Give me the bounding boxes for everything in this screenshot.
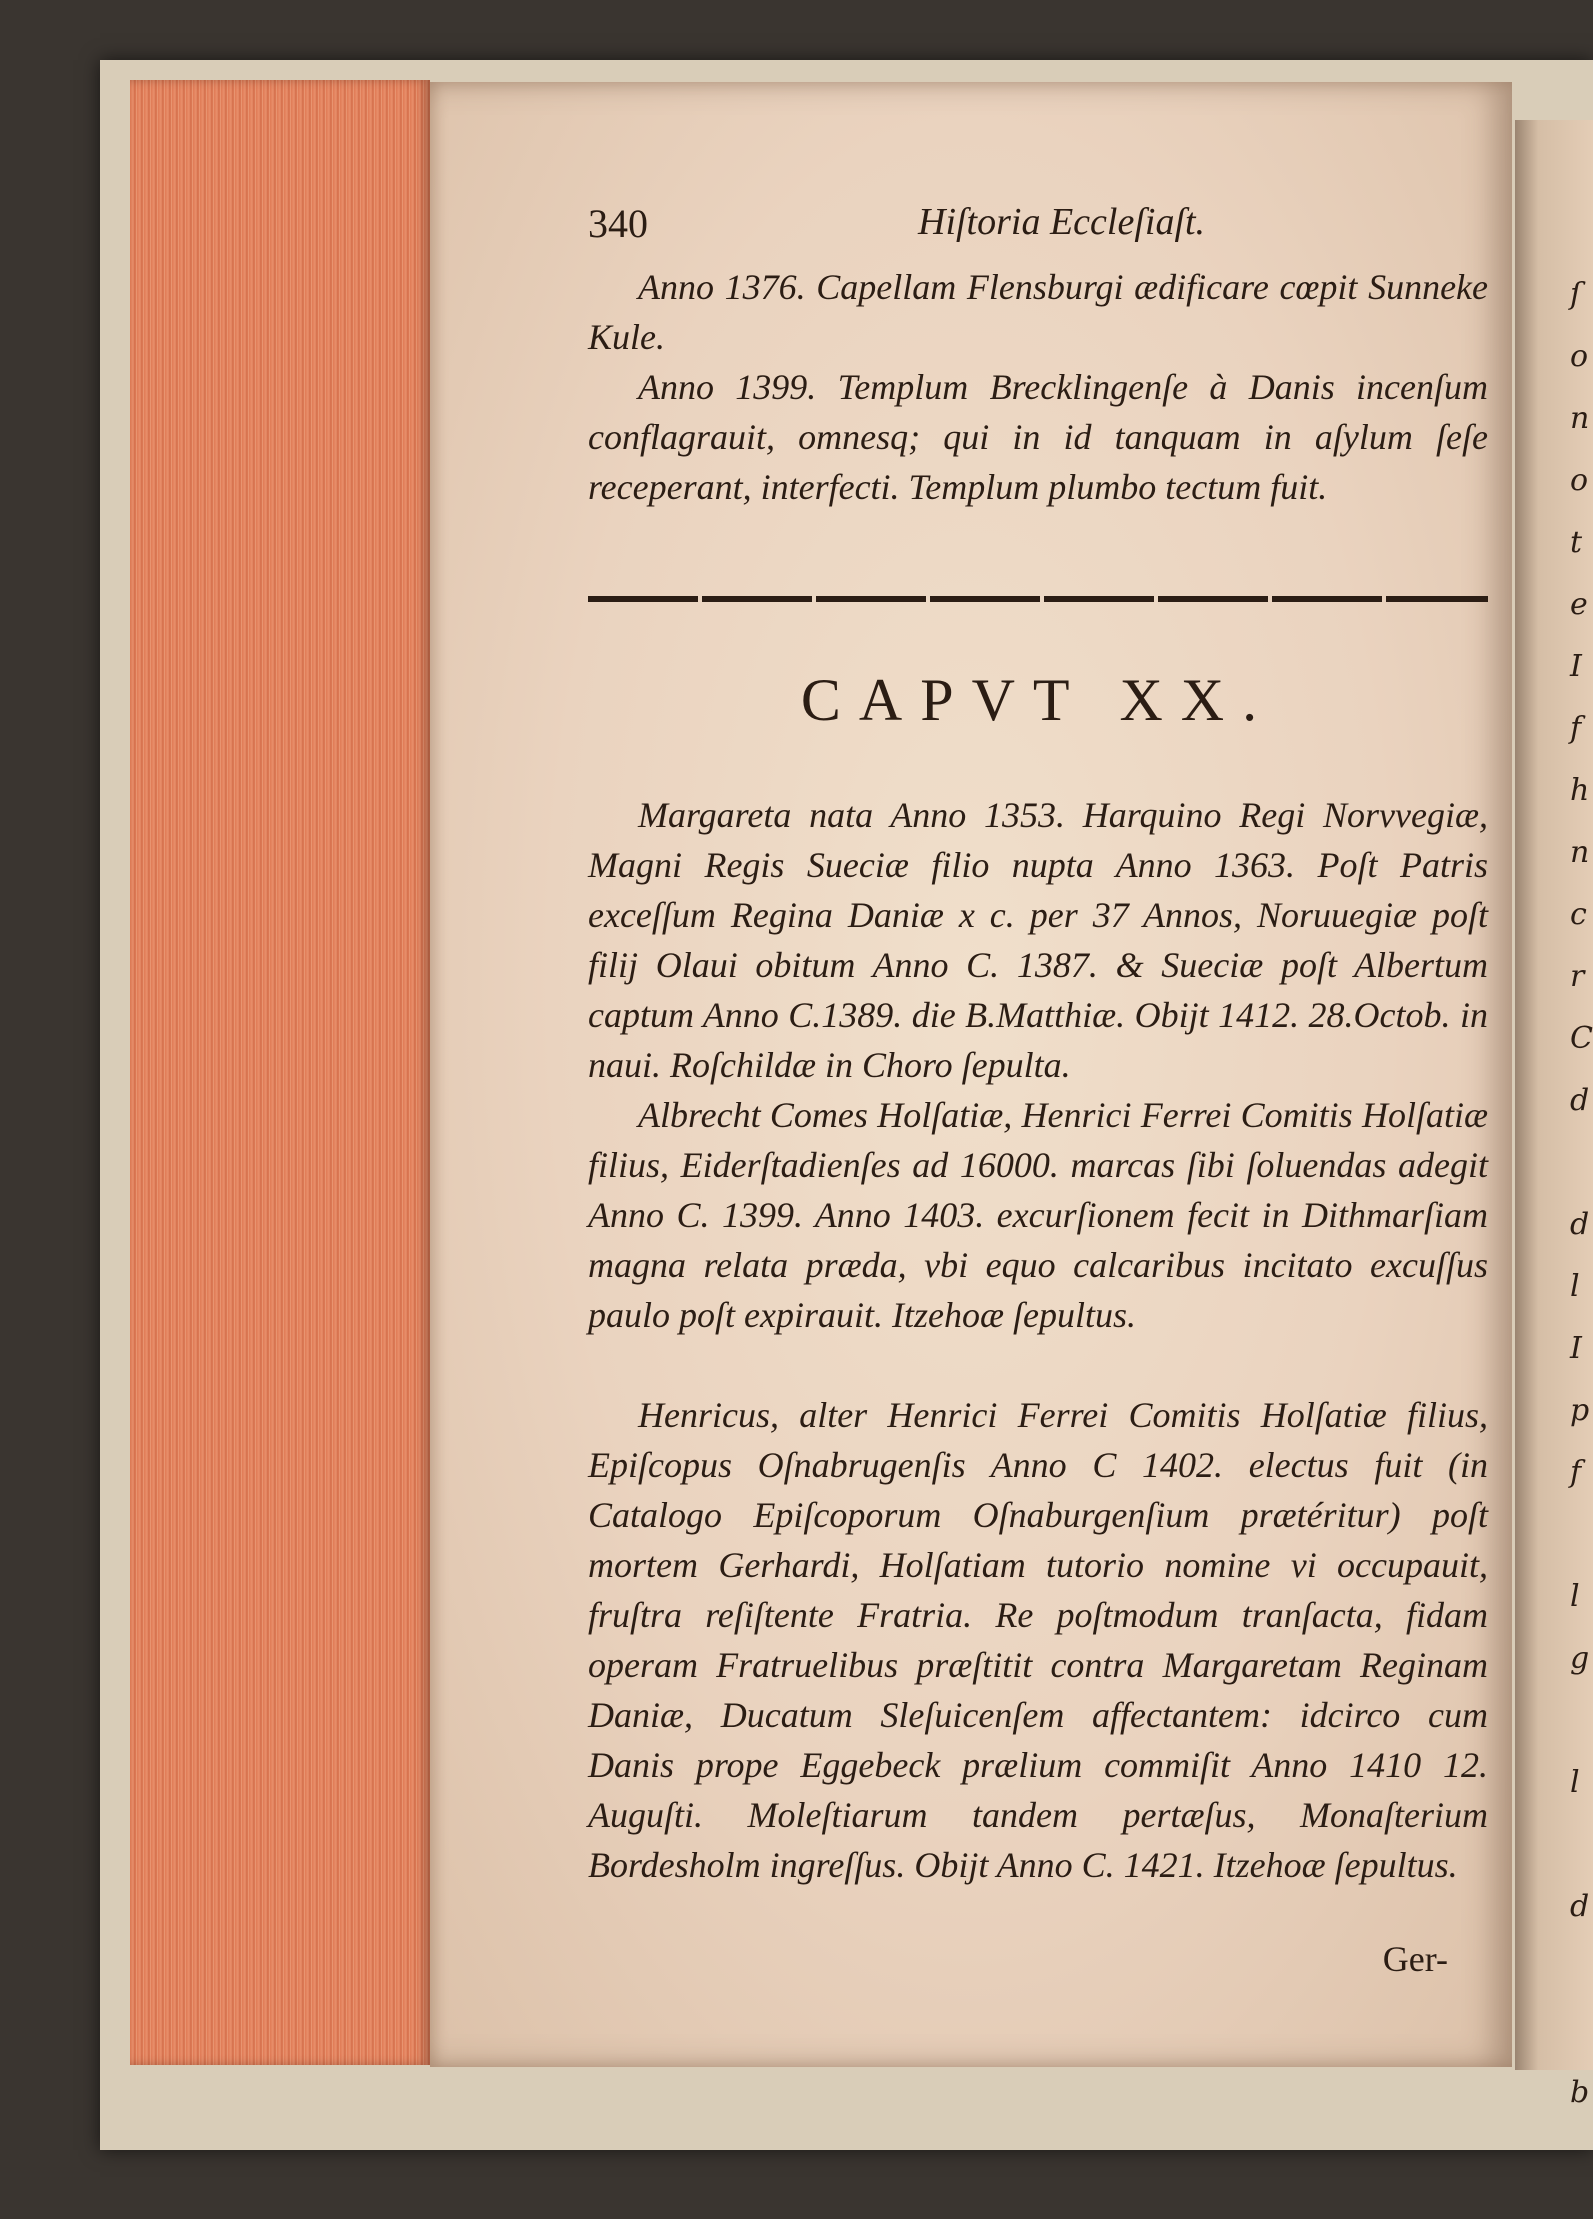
facing-page-letter: ſ [1570,277,1582,312]
facing-page-letter: t [1570,525,1583,560]
facing-page-letter: c [1570,897,1587,932]
facing-page-letter: f [1570,711,1582,746]
facing-page-letter: e [1570,587,1588,622]
facing-page-letter: d [1570,1207,1590,1242]
facing-page-letter: C [1570,1021,1593,1056]
facing-page-letter: p [1570,1393,1590,1428]
page-number: 340 [588,201,648,246]
catchword: Ger- [1382,1939,1448,1979]
facing-page-letter [1570,1505,1593,1567]
page-header [588,200,1488,260]
facing-page-letter: I [1570,1331,1582,1366]
facing-page-letter: d [1570,1083,1590,1118]
facing-page-letter [1570,1815,1593,1877]
facing-page-letter: f [1570,1455,1582,1490]
paragraph-margareta: Margareta nata Anno 1353. Harquino Regi Norvvegiæ, Magni Regis Sueciæ filio nupta Anno 1363. Poſt Patris exceſſum Regina Daniæ x c. per 37 Annos, Noruuegiæ poſt filij Olaui obitum Anno C. 1387. & Sueciæ poſt Albertum captum Anno C.1389. die B.Matthiæ. Obijt 1412. 28.Octob. in naui. Roſchildæ in Choro ſepulta. [588,795,1488,1085]
facing-page-letter [1570,1939,1593,2001]
paragraph-albrecht: Albrecht Comes Holſatiæ, Henrici Ferrei Comitis Holſatiæ filius, Eiderſtadienſes ad 16000. marcas ſibi ſoluendas adegit Anno C. 1399. Anno 1403. excurſionem fecit in Dithmarſiam magna relata præda, vbi equo calcaribus incitato excuſſus paulo poſt expirauit. Itzehoæ ſepultus. [588,1095,1488,1335]
facing-page-letter: h [1570,773,1590,808]
facing-page-letter: d [1570,1889,1590,1924]
facing-page-letter: r [1570,959,1585,994]
running-title: Hiſtoria Eccleſiaſt. [918,201,1206,243]
facing-page-letter: l [1570,1765,1580,1800]
facing-page-letter [1570,2001,1593,2063]
facing-page-letter: o [1570,339,1589,374]
paragraph-anno-1376: Anno 1376. Capellam Flensburgi ædificare cœpit Sunneke Kule. [588,267,1488,357]
facing-page-letter: n [1570,835,1590,870]
paragraph-anno-1399: Anno 1399. Templum Brecklingenſe à Danis incenſum conflagrauit, omnesq; qui in id tanquam in aſylum ſeſe receperant, interfecti. Templum plumbo tectum fuit. [588,367,1488,507]
facing-page-letter [1570,1133,1593,1195]
facing-page-letter: g [1570,1641,1590,1676]
facing-page-letters [1570,265,1593,2125]
facing-page-letter: l [1570,1269,1580,1304]
facing-page-letter: b [1570,2075,1590,2110]
paragraph-henricus: Henricus, alter Henrici Ferrei Comitis Holſatiæ filius, Epiſcopus Oſnabrugenſis Anno C 1402. electus fuit (in Catalogo Epiſcoporum Oſnaburgenſium prætéritur) poſt mortem Gerhardi, Holſatiam tutorio nomine vi occupauit, fruſtra reſiſtente Fratria. Re poſtmodum tranſacta, fidam operam Fratruelibus præſtitit contra Margaretam Reginam Daniæ, Ducatum Sleſuicenſem affectantem: idcirco cum Danis prope Eggebeck prælium commiſit Anno 1410 12. Auguſti. Moleſtiarum tandem pertæſus, Monaſterium Bordesholm ingreſſus. Obijt Anno C. 1421. Itzehoæ ſepultus. [588,1395,1488,1885]
facing-page-letter: I [1570,649,1582,684]
section-divider [588,596,1488,602]
facing-page-letter: n [1570,401,1590,436]
facing-page-letter: o [1570,463,1589,498]
facing-page-letter: l [1570,1579,1580,1614]
page-edges [130,80,430,2065]
chapter-heading: CAPVT XX. [800,667,1276,733]
facing-page-letter [1570,1691,1593,1753]
